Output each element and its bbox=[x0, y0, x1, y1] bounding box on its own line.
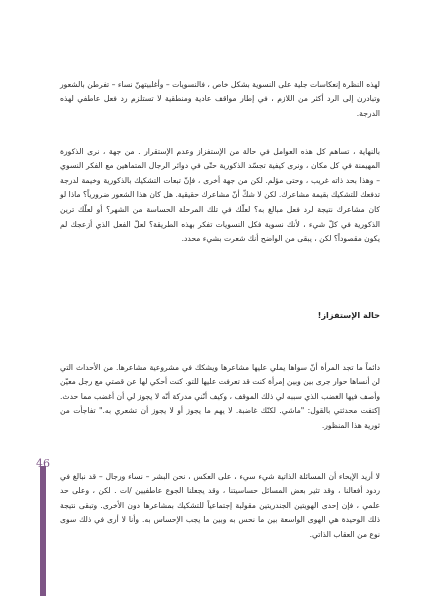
section-heading: حالة الإستفزاز! bbox=[317, 310, 380, 320]
paragraph-4: لا أريد الإيحاء أن المسائلة الذاتية شيء سيء ، على العكس ، نحن البشر – نساء ورجال – قد نبالغ في ردود أفعالنا ، وقد تثير بعض المسائل حساسيتنا ، وقد يجعلنا الجوع عاطفيين /ات . لكن ، وعلى حد علمي ، فإن إحدى الهويتين الجندريتين مقولبة إجتماعياً للتشكيك بمشاعرها دون الأخرى. وتبقى نتيجة ذلك الوحيدة هي الهوى الواسعة بين ما نحس به وبين ما يجب الإحساس به. وأنا لا أرى في ذلك سوى نوع من العقاب الذاتي. bbox=[60, 471, 380, 539]
margin-accent-bar bbox=[40, 466, 46, 596]
paragraph-2: بالنهاية ، تساهم كل هذه العوامل في حالة من الإستفزاز وعدم الإستقرار . من جهة ، نرى الذكورة المهيمنة في كل مكان ، ونرى كيفية تجسّد الذكورية حتّى في دوائر الرجال المتماهين مع الفكر النسوي – وهذا بحد ذاته غريب ، وحتى مؤلم. لكن من جهة أخرى ، فإنّ تبعات التشكيك بالذكورية وخيمة لدرجة تدفعك للتشكيك بقيمة مشاعرك. لكن لا شكّ أنّ مشاعرك حقيقية. هل كان هذا الشعور ضرورياً؟ ماذا لو كان مشاعرك نتيجة لرد فعل مبالغ به؟ لعلّك في تلك المرحلة الحساسة من الشهر؟ أو لعلّك ترين الذكورية في كلّ شيء ، لأنك نسوية فكل النسويات تفكر بهذه الطريقة؟ لعلّ الفعل الذي أزعجك لم يكون مقصوداً؟ لكن ، يبقى من الواضح أنك شعرت بشيء محدد. bbox=[60, 146, 380, 244]
paragraph-3: دائماً ما تجد المرأة أنّ سواها يملي عليها مشاعرها ويشكك في مشروعية مشاعرها. من الأحداث التي لن أنساها حوار جرى بين وبين إمرأة كنت قد تعرفت عليها للتو. كنت أحكي لها عن قصتي مع رجل معيّن وأصف فيها الغضب الذي سببه لي ذلك الموقف ، وكيف أنّني مدركة أنّه لا يجوز لي أن أغضب مما حدث. إكتفت محدثتي بالقول: "ماشي. لكنّك غاضبة. لا يهم ما يجوز أو لا يجوز أن تشعري به." تفاجأت من ثورية هذا المنظور. bbox=[60, 362, 380, 430]
paragraph-1: لهذه النظرة إنعكاسات جلية على النسوية بشكل خاص ، فالنسويات – وأغلبيتهنّ نساء – تفرطن بالشعور وتبادرن إلى الرد أكثر من اللازم ، في إطار مواقف عادية ومنطقية لا تستلزم رد فعل عاطفي لهذه الدرجة. bbox=[60, 79, 380, 118]
page-number: 46 bbox=[36, 457, 50, 470]
